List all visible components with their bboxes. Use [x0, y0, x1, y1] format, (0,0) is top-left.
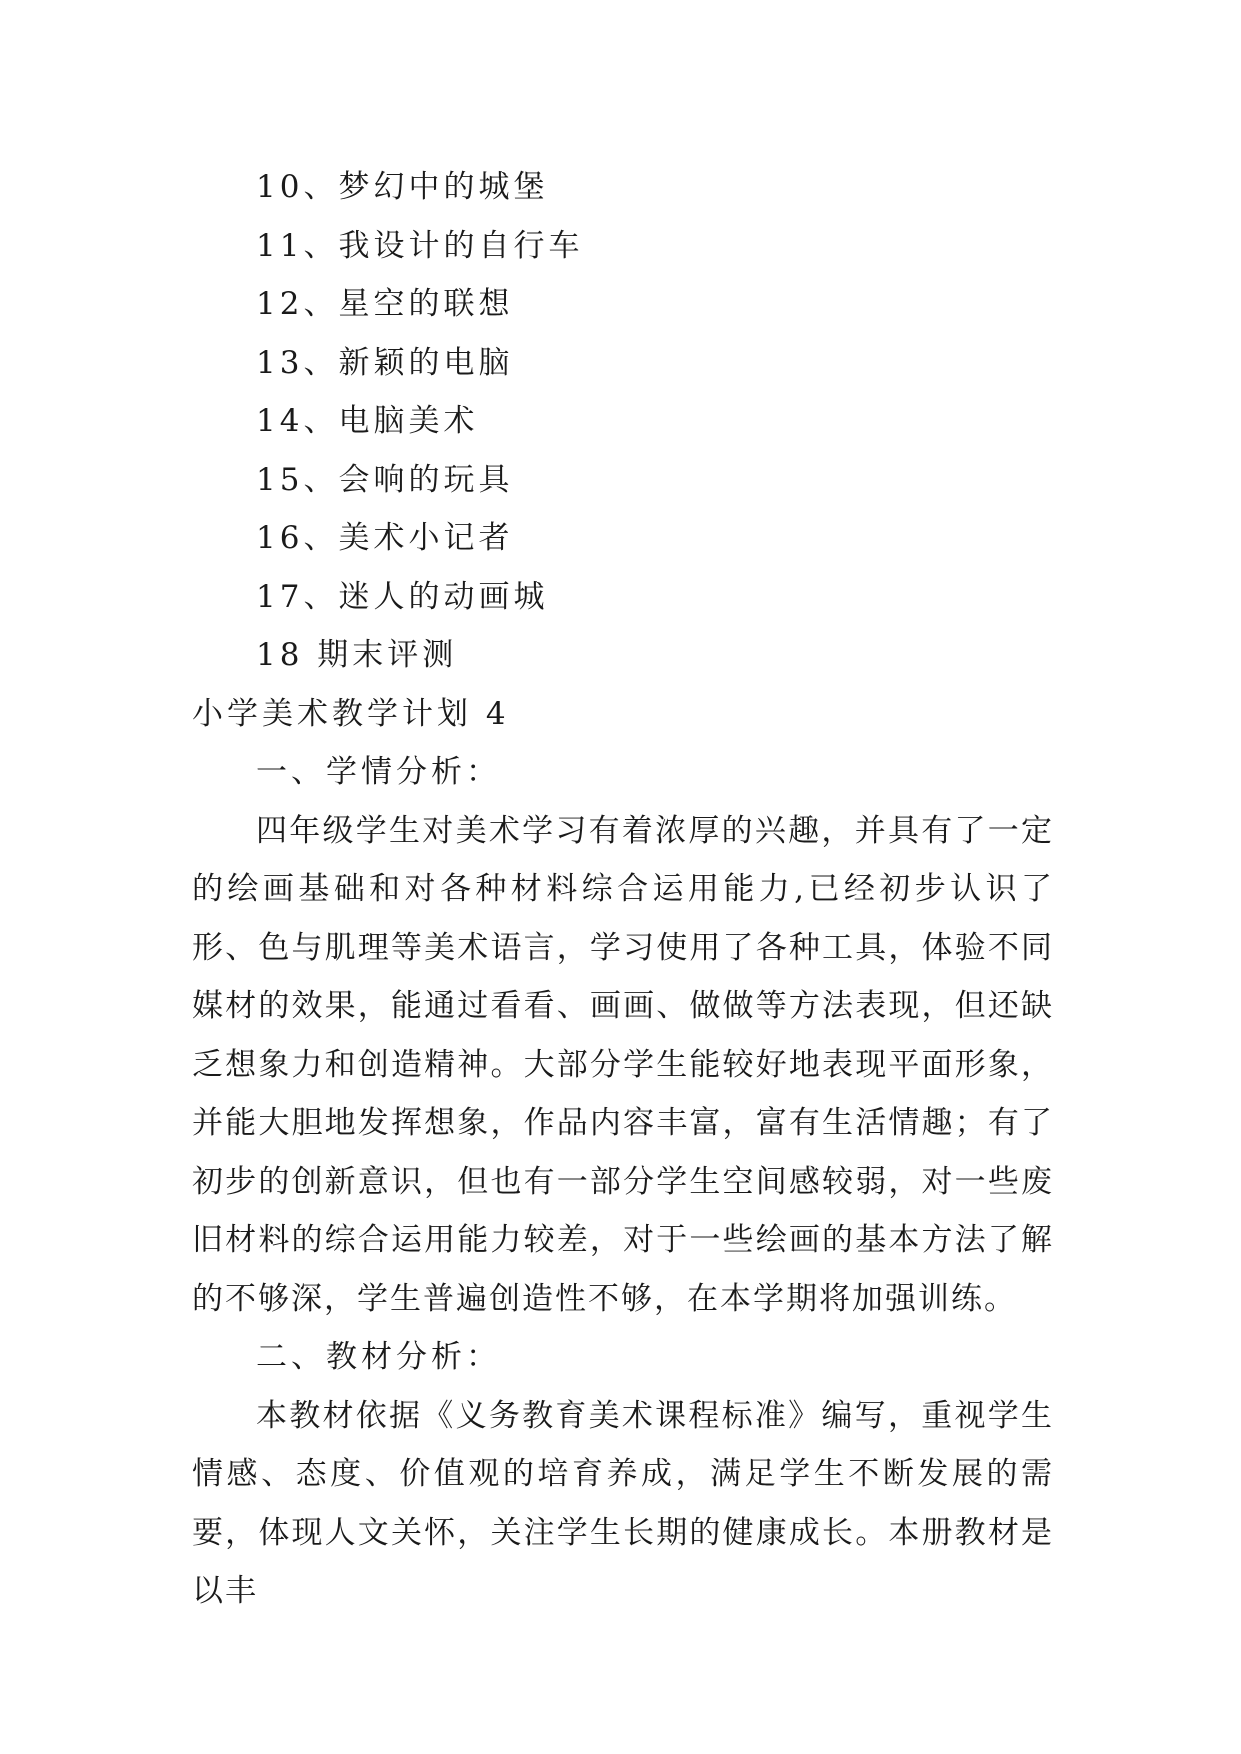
list-item: 12、星空的联想 — [256, 286, 514, 322]
document-body — [192, 158, 1054, 1621]
list-item: 17、迷人的动画城 — [256, 578, 549, 615]
list-item: 13、新颖的电脑 — [256, 344, 514, 381]
list-item: 10、梦幻中的城堡 — [256, 169, 549, 205]
list-item: 15、会响的玩具 — [256, 461, 514, 498]
list-item: 11、我设计的自行车 — [256, 227, 584, 264]
heading-textbook-analysis: 二、教材分析： — [256, 1339, 501, 1375]
list-item: 18 期末评测 — [256, 637, 458, 673]
heading-student-analysis: 一、学情分析： — [256, 754, 501, 790]
list-item: 16、美术小记者 — [256, 520, 514, 556]
list-item: 14、电脑美术 — [256, 403, 479, 439]
paragraph-textbook-analysis: 本教材依据《义务教育美术课程标准》编写，重视学生情感、态度、价值观的培育养成，满足学生不断发展的需要，体现人文关怀，关注学生长期的健康成长。本册教材是以丰 — [192, 1397, 1054, 1609]
paragraph-student-analysis: 四年级学生对美术学习有着浓厚的兴趣，并具有了一定的绘画基础和对各种材料综合运用能力,已经初步认识了形、色与肌理等美术语言，学习使用了各种工具，体验不同媒材的效果，能通过看看、画画、做做等方法表现，但还缺乏想象力和创造精神。大部分学生能较好地表现平面形象，并能大胆地发挥想象，作品内容丰富，富有生活情趣；有了初步的创新意识，但也有一部分学生空间感较弱，对一些废旧材料的综合运用能力较差，对于一些绘画的基本方法了解的不够深，学生普遍创造性不够，在本学期将加强训练。 — [192, 812, 1054, 1317]
section-title: 小学美术教学计划 4 — [192, 695, 510, 732]
